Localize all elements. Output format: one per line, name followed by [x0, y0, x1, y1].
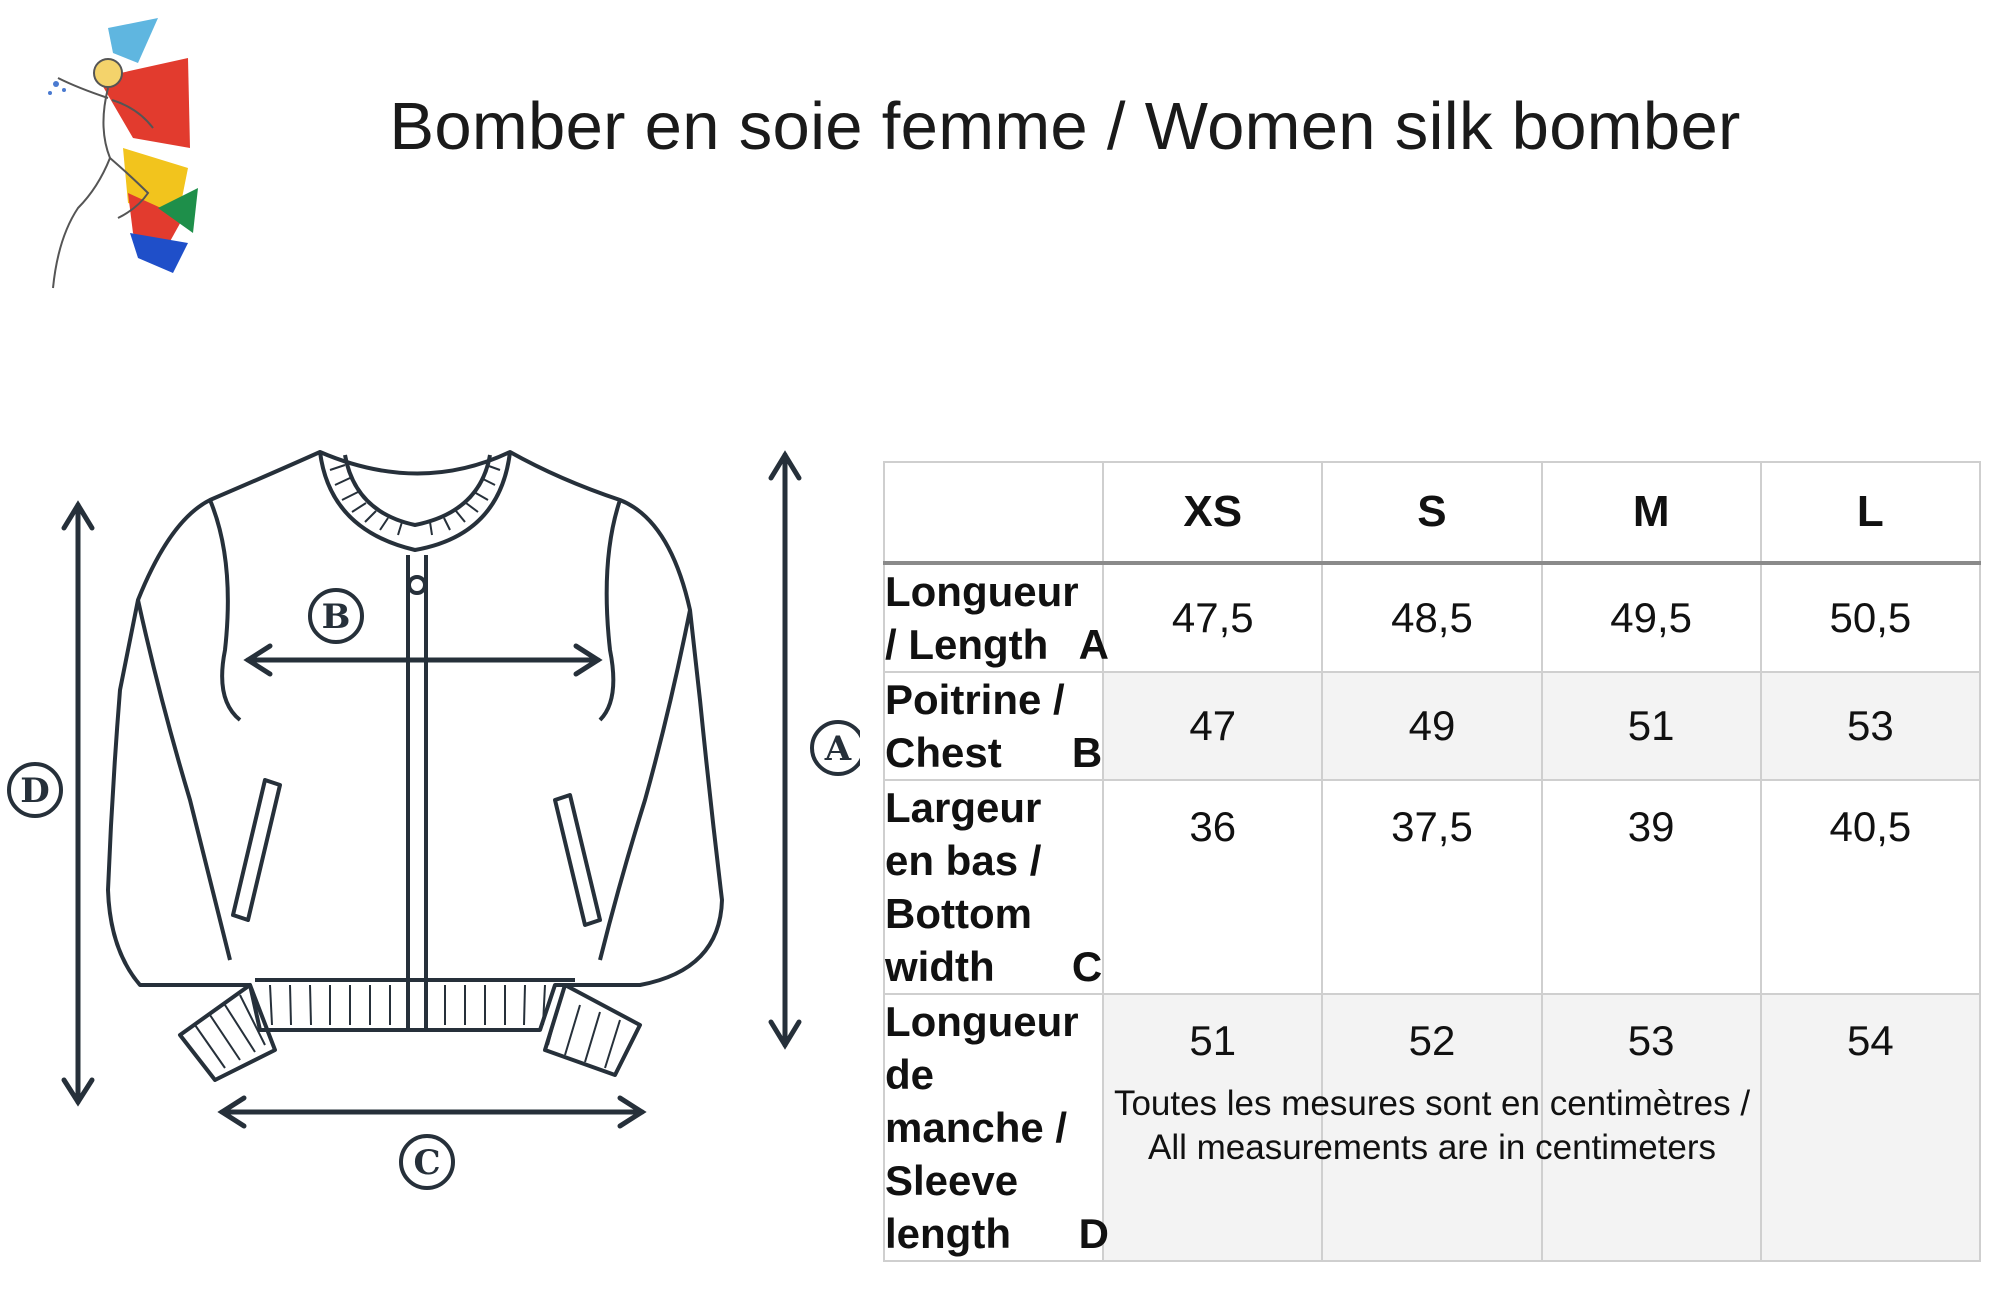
table-row: [884, 672, 1980, 780]
table-cell: 36: [1103, 780, 1322, 994]
row-label-text: Poitrine / Chest: [885, 676, 1065, 776]
table-cell: 39: [1542, 780, 1761, 994]
size-header: XS: [1103, 462, 1322, 563]
jacket-outline: [108, 452, 722, 1080]
page-title: Bomber en soie femme / Women silk bomber: [389, 89, 1741, 164]
table-cell: 50,5: [1761, 563, 1980, 672]
size-header: S: [1322, 462, 1541, 563]
marker-a: A: [824, 729, 852, 769]
table-cell: 49: [1322, 672, 1541, 780]
table-cell: 47: [1103, 672, 1322, 780]
table-header-row: [884, 462, 1980, 563]
fashion-illustration-logo: [38, 18, 198, 318]
marker-b: B: [321, 597, 351, 637]
table-cell: 52: [1322, 994, 1541, 1261]
row-label: [884, 672, 1103, 780]
table-cell: 51: [1103, 994, 1322, 1261]
table-cell: 53: [1761, 672, 1980, 780]
row-label: [884, 563, 1109, 672]
row-label: [884, 780, 1103, 994]
table-cell: 37,5: [1322, 780, 1541, 994]
row-label-text: Largeur en bas /: [885, 784, 1042, 884]
jacket-sketch: [0, 420, 860, 1200]
measurement-note: [883, 1082, 1981, 1170]
table-cell: 40,5: [1761, 780, 1980, 994]
size-header: M: [1542, 462, 1761, 563]
table-row: [884, 780, 1980, 994]
table-cell: 54: [1761, 994, 1980, 1261]
table-cell: 47,5: [1103, 563, 1322, 672]
table-cell: 53: [1542, 994, 1761, 1261]
table-cell: 51: [1542, 672, 1761, 780]
measurement-arrows: [64, 455, 799, 1126]
color-blocks: [98, 18, 198, 273]
row-label-text-line2: Bottom width: [885, 890, 1032, 990]
marker-c: C: [413, 1143, 441, 1183]
header-blank: [884, 462, 1103, 563]
row-label-text-line2: Sleeve length: [885, 1157, 1019, 1257]
table-cell: 49,5: [1542, 563, 1761, 672]
row-label-text: Longueur / Length: [885, 568, 1079, 668]
row-label-text: Longueur de manche /: [885, 998, 1079, 1151]
note-line-fr: Toutes les mesures sont en centimètres /: [1113, 1084, 1751, 1123]
table-row: [884, 563, 1980, 672]
row-letter: C: [1071, 943, 1103, 990]
row-letter: D: [1078, 1210, 1109, 1257]
measurement-markers: [9, 590, 860, 1188]
row-letter: B: [1071, 729, 1103, 776]
marker-d: D: [20, 771, 50, 811]
row-letter: A: [1078, 621, 1109, 668]
note-line-en: All measurements are in centimeters: [1148, 1128, 1716, 1167]
table-cell: 48,5: [1322, 563, 1541, 672]
size-header: L: [1761, 462, 1980, 563]
